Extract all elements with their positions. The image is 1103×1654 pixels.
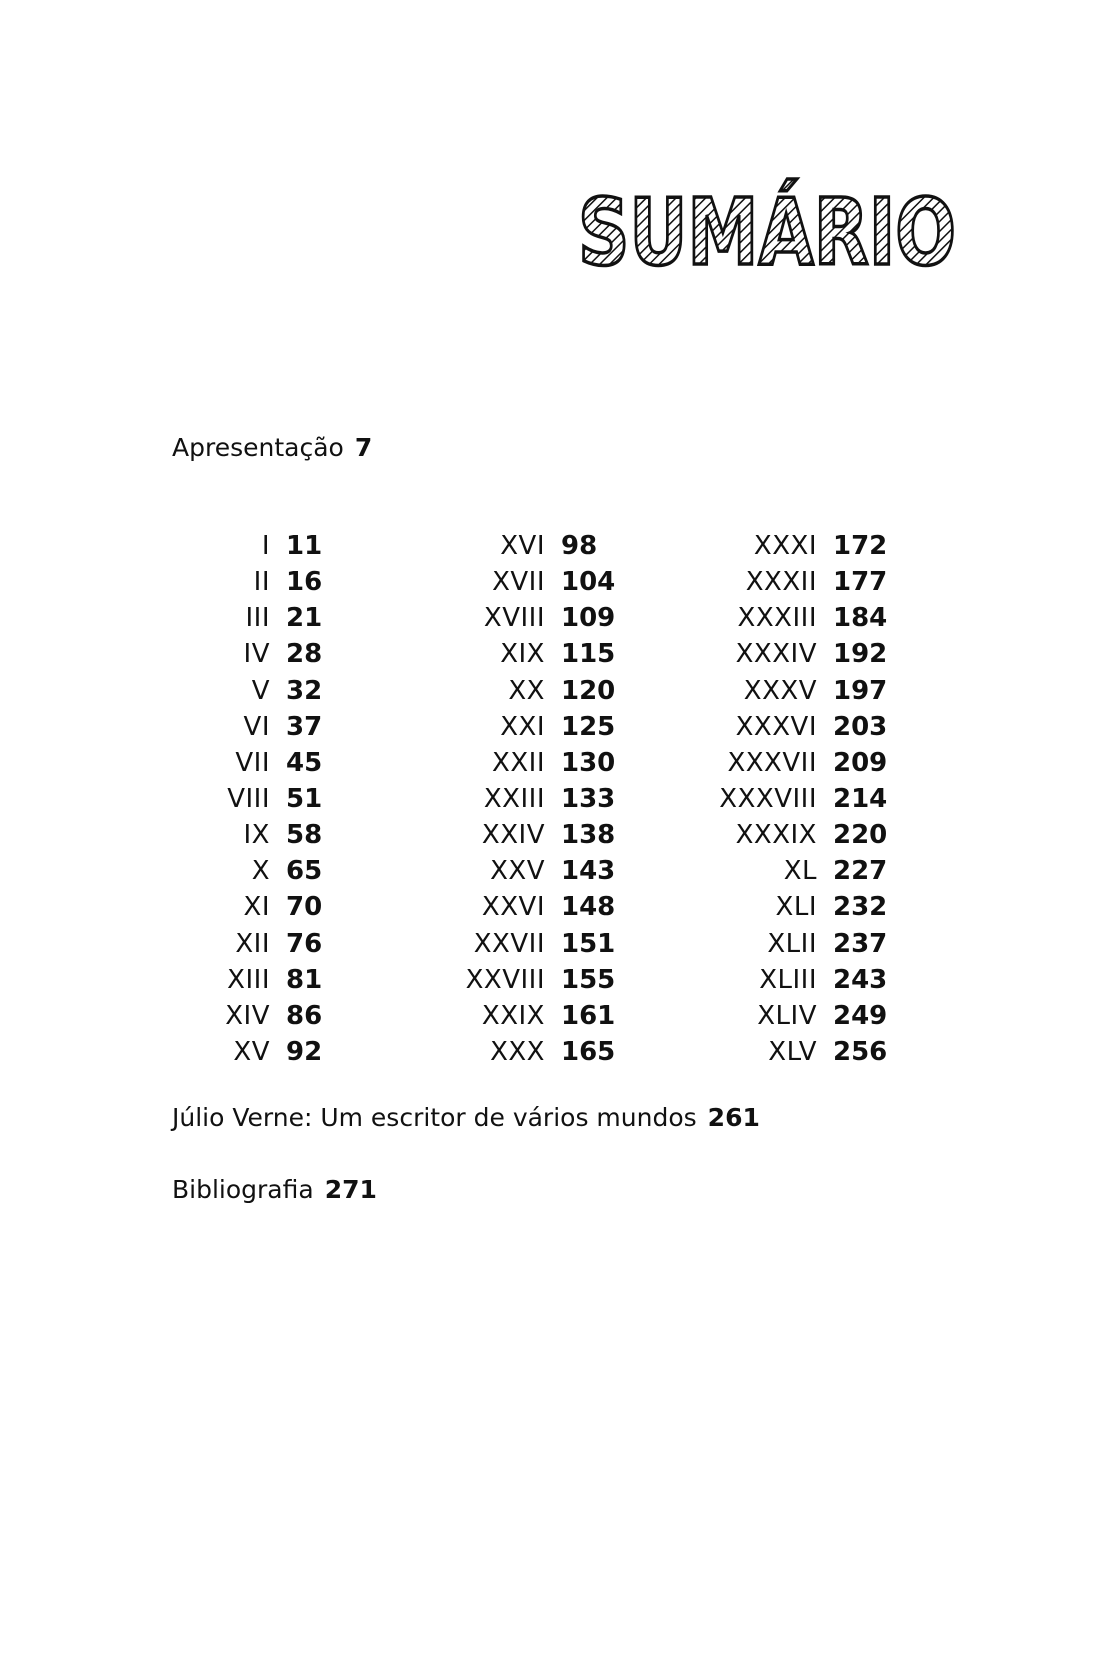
chapter-roman-numeral: XXXII <box>745 567 817 598</box>
chapter-roman-numeral: XXXI <box>753 531 817 561</box>
toc-entry-apresentacao <box>172 433 372 463</box>
chapter-roman-numeral: XXXIV <box>735 639 817 670</box>
chapter-page-number: 51 <box>286 783 323 814</box>
toc-entry-label: Bibliografia <box>172 1175 314 1204</box>
chapter-roman-numeral: XLV <box>768 1036 817 1067</box>
chapter-roman-numeral: XXVIII <box>465 964 545 995</box>
chapter-roman-numeral: XXX <box>490 1036 545 1067</box>
chapter-roman-numeral: XXXVII <box>727 747 817 778</box>
chapter-page-number: 232 <box>833 892 888 923</box>
chapter-roman-numeral: V <box>251 675 270 706</box>
chapter-roman-numeral: XXXIX <box>735 820 817 851</box>
chapter-page-number: 220 <box>833 820 888 851</box>
chapter-page-number: 184 <box>833 603 888 634</box>
chapter-roman-numeral: XX <box>508 675 545 706</box>
toc-entry-page: 271 <box>324 1175 377 1204</box>
chapter-roman-numeral: XXI <box>500 711 545 742</box>
chapter-page-number: 237 <box>833 928 888 959</box>
chapter-roman-numeral: I <box>261 531 270 561</box>
chapter-roman-numeral: XXVI <box>481 892 545 923</box>
chapter-page-number: 192 <box>833 639 888 670</box>
chapter-roman-numeral: XL <box>783 856 817 887</box>
chapter-roman-numeral: XV <box>233 1036 270 1067</box>
chapter-page-number: 21 <box>286 603 323 634</box>
chapter-page-number: 243 <box>833 964 888 995</box>
chapter-roman-numeral: XLIV <box>757 1000 817 1031</box>
chapter-page-number: 125 <box>561 711 616 742</box>
chapter-roman-numeral: XXV <box>490 856 545 887</box>
chapter-page-number: 209 <box>833 747 888 778</box>
chapter-page-number: 227 <box>833 856 888 887</box>
chapter-roman-numeral: XLI <box>775 892 817 923</box>
toc-entry-label: Apresentação <box>172 433 344 462</box>
chapter-page-number: 32 <box>286 675 323 706</box>
chapter-roman-numeral: XIX <box>500 639 545 670</box>
chapter-page-number: 138 <box>561 820 616 851</box>
chapter-roman-numeral: XXXIII <box>737 603 817 634</box>
chapter-page-number: 151 <box>561 928 616 959</box>
chapter-roman-numeral: XI <box>243 892 270 923</box>
toc-entry-afterword <box>172 1103 760 1133</box>
chapter-page-number: 115 <box>561 639 616 670</box>
chapter-page-number: 76 <box>286 928 323 959</box>
chapter-page-number: 155 <box>561 964 616 995</box>
toc-entry-page: 261 <box>707 1103 760 1132</box>
toc-entry-page: 7 <box>354 433 373 462</box>
chapter-page-number: 86 <box>286 1000 323 1031</box>
chapter-page-number: 249 <box>833 1000 888 1031</box>
chapter-page-number: 16 <box>286 567 323 598</box>
chapter-roman-numeral: XVII <box>492 567 545 598</box>
chapter-page-number: 104 <box>561 567 616 598</box>
chapter-roman-numeral: VII <box>235 747 270 778</box>
chapter-page-number: 11 <box>286 531 323 561</box>
chapter-page-number: 45 <box>286 747 323 778</box>
chapter-roman-numeral: XXIX <box>481 1000 545 1031</box>
chapter-page-number: 28 <box>286 639 323 670</box>
chapter-page-number: 214 <box>833 783 888 814</box>
chapter-roman-numeral: XXVII <box>473 928 545 959</box>
chapter-page-number: 65 <box>286 856 323 887</box>
chapter-roman-numeral: XII <box>235 928 270 959</box>
chapter-page-number: 143 <box>561 856 616 887</box>
chapter-page-number: 98 <box>561 531 598 561</box>
chapter-page-number: 130 <box>561 747 616 778</box>
chapter-roman-numeral: XXII <box>492 747 545 778</box>
chapter-page-number: 177 <box>833 567 888 598</box>
chapter-roman-numeral: VIII <box>227 783 270 814</box>
chapter-page-number: 161 <box>561 1000 616 1031</box>
chapter-page-number: 256 <box>833 1036 888 1067</box>
chapter-roman-numeral: XLII <box>767 928 817 959</box>
page-title-art <box>578 179 1065 286</box>
chapter-roman-numeral: VI <box>243 711 270 742</box>
chapter-roman-numeral: XXXV <box>743 675 817 706</box>
chapter-page-number: 203 <box>833 711 888 742</box>
chapter-page-number: 148 <box>561 892 616 923</box>
chapter-page-number: 172 <box>833 531 888 561</box>
chapter-roman-numeral: II <box>253 567 270 598</box>
chapter-roman-numeral: X <box>251 856 270 887</box>
chapter-roman-numeral: XIII <box>227 964 270 995</box>
chapter-roman-numeral: III <box>245 603 270 634</box>
chapter-page-number: 37 <box>286 711 323 742</box>
chapter-roman-numeral: XIV <box>225 1000 270 1031</box>
chapter-page-number: 70 <box>286 892 323 923</box>
chapter-roman-numeral: XVIII <box>483 603 545 634</box>
chapter-page-number: 81 <box>286 964 323 995</box>
chapter-page-number: 165 <box>561 1036 616 1067</box>
chapter-roman-numeral: IV <box>243 639 270 670</box>
chapter-roman-numeral: XXXVIII <box>719 783 817 814</box>
chapter-roman-numeral: IX <box>243 820 270 851</box>
chapter-page-number: 109 <box>561 603 616 634</box>
chapter-page-number: 58 <box>286 820 323 851</box>
chapter-roman-numeral: XXIII <box>483 783 545 814</box>
toc-entry-label: Júlio Verne: Um escritor de vários mundos <box>172 1103 697 1132</box>
chapter-page-number: 133 <box>561 783 616 814</box>
page-title <box>578 179 1065 286</box>
chapter-roman-numeral: XVI <box>500 531 545 561</box>
chapter-page-number: 197 <box>833 675 888 706</box>
toc-entry-bibliography <box>172 1175 377 1205</box>
chapter-page-number: 120 <box>561 675 616 706</box>
chapter-roman-numeral: XXIV <box>481 820 545 851</box>
chapter-roman-numeral: XLIII <box>759 964 817 995</box>
chapter-page-number: 92 <box>286 1036 323 1067</box>
chapter-roman-numeral: XXXVI <box>735 711 817 742</box>
page-title-text: SUMÁRIO <box>578 179 1065 286</box>
